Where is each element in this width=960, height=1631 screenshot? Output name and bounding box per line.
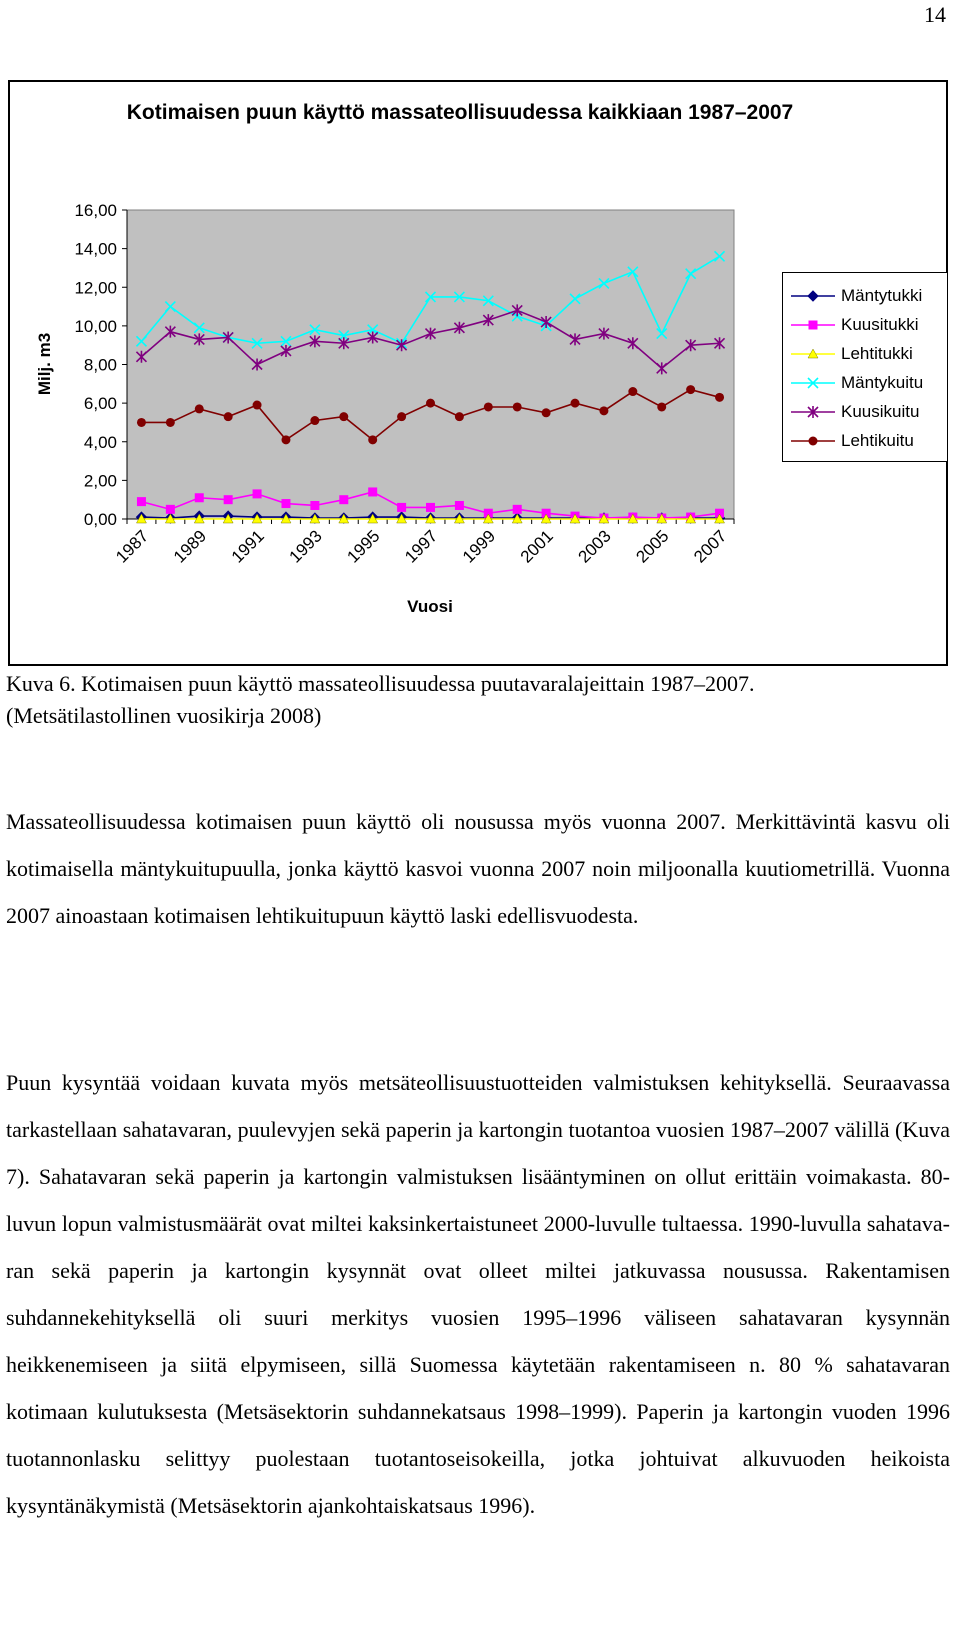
x-tick-label: 1999: [458, 526, 500, 567]
legend-swatch-mantykuitu: [791, 372, 835, 394]
x-tick-label: 1989: [169, 526, 211, 567]
legend-marker: [809, 321, 818, 330]
x-tick-label: 2007: [690, 526, 731, 567]
legend-label: Lehtikuitu: [841, 431, 914, 450]
data-point-kuusitukki: [455, 501, 464, 510]
data-point-lehtikuitu: [542, 408, 551, 417]
legend-label: Kuusikuitu: [841, 402, 920, 421]
y-tick-label: 14,00: [74, 239, 117, 259]
legend-swatch-lehtikuitu: [791, 430, 835, 452]
legend-swatch-kuusitukki: [791, 314, 835, 336]
data-point-kuusitukki: [397, 503, 406, 512]
y-tick-label: 2,00: [83, 471, 117, 491]
x-tick-label: 1987: [112, 526, 153, 567]
y-tick-label: 12,00: [74, 278, 117, 298]
legend-marker: [808, 291, 818, 301]
data-point-lehtikuitu: [455, 412, 464, 421]
data-point-lehtikuitu: [715, 393, 724, 402]
data-point-lehtikuitu: [628, 387, 637, 396]
y-axis-label: Milj. m3: [35, 332, 54, 396]
data-point-kuusitukki: [426, 503, 435, 512]
data-point-kuusitukki: [310, 501, 319, 510]
y-tick-label: 8,00: [83, 355, 117, 375]
data-point-lehtikuitu: [224, 412, 233, 421]
data-point-lehtikuitu: [571, 399, 580, 408]
data-point-kuusitukki: [137, 497, 146, 506]
legend-item-kuusitukki: [783, 310, 947, 342]
data-point-lehtikuitu: [137, 418, 146, 427]
data-point-kuusitukki: [339, 495, 348, 504]
legend-swatch-kuusikuitu: [791, 401, 835, 423]
legend-item-mantykuitu: [783, 368, 947, 400]
x-tick-label: 2003: [574, 526, 615, 567]
data-point-kuusitukki: [253, 489, 262, 498]
data-point-kuusitukki: [166, 505, 175, 514]
legend-label: Mäntytukki: [841, 286, 923, 305]
x-axis-label: Vuosi: [407, 597, 453, 616]
data-point-lehtikuitu: [339, 412, 348, 421]
data-point-lehtikuitu: [368, 435, 377, 444]
body-paragraph-2: Puun kysyntää voidaan kuvata myös metsäteollisuustuotteiden valmistuksen kehityksellä. Seuraavassa tarkastellaan sahatavaran, puulevyjen sekä paperin ja kartongin tuotantoa vuosien 1987–2007 välillä (Kuva 7). Sahatavaran sekä paperin ja kartongin valmistuksen lisääntyminen on ollut erittäin voimakasta. 80-luvun lopun valmistusmäärät ovat miltei kaksinkertaistuneet 2000-luvulle tultaessa. 1990-luvulla sahatavaran sekä paperin ja kartongin kysynnät ovat olleet miltei jatkuvassa nousussa. Rakentamisen suhdannekehityksellä oli suuri merkitys vuosien 1995–1996 väliseen sahatavaran kysynnän heikkenemiseen ja siitä elpymiseen, sillä Suomessa käytetään rakentamiseen n. 80 % sahatavaran kotimaan kulutuksesta (Metsäsektorin suhdannekatsaus 1998–1999). Paperin ja kartongin vuoden 1996 tuotannonlasku selittyy puolestaan tuotantoseisokeilla, jotka johtuivat alkuvuoden heikoista kysyntänäkymistä (Metsäsektorin ajankohtaiskatsaus 1996).: [6, 1070, 950, 1518]
y-tick-label: 0,00: [83, 510, 117, 529]
data-point-lehtikuitu: [599, 406, 608, 415]
data-point-kuusitukki: [281, 499, 290, 508]
legend-swatch-lehtitukki: [791, 343, 835, 365]
data-point-kuusitukki: [513, 505, 522, 514]
data-point-kuusitukki: [195, 493, 204, 502]
data-point-lehtikuitu: [426, 399, 435, 408]
legend-label: Mäntykuitu: [841, 373, 924, 392]
legend-label: Kuusitukki: [841, 315, 919, 334]
data-point-lehtikuitu: [195, 404, 204, 413]
data-point-lehtikuitu: [281, 435, 290, 444]
x-tick-label: 1997: [401, 526, 442, 567]
legend-item-mantytukki: [783, 281, 947, 313]
data-point-lehtikuitu: [513, 402, 522, 411]
x-tick-label: 2001: [516, 526, 557, 567]
caption-line-1: Kuva 6. Kotimaisen puun käyttö massateollisuudessa puutavaralajeittain 1987–2007.: [6, 671, 755, 696]
plot-area: [127, 210, 734, 519]
data-point-kuusitukki: [368, 487, 377, 496]
data-point-lehtikuitu: [657, 402, 666, 411]
legend-item-kuusikuitu: [783, 397, 947, 429]
y-tick-label: 6,00: [83, 394, 117, 414]
data-point-kuusitukki: [224, 495, 233, 504]
x-tick-label: 1991: [227, 526, 268, 567]
y-tick-label: 16,00: [74, 201, 117, 220]
body-paragraph-1: Massateollisuudessa kotimaisen puun käyttö oli nousussa myös vuonna 2007. Merkittävintä kasvu oli kotimaisella mäntykuitupuulla, jonka käyttö kasvoi vuonna 2007 noin miljoonalla kuutiometrillä. Vuonna 2007 ainoastaan kotimaisen lehtikuitupuun käyttö laski edellisvuodesta.: [6, 809, 950, 928]
chart-legend: [782, 272, 948, 462]
legend-item-lehtitukki: [783, 339, 947, 371]
chart-title: Kotimaisen puun käyttö massateollisuudessa kaikkiaan 1987–2007: [126, 101, 794, 124]
page-number: 14: [924, 2, 946, 27]
figure-caption: [6, 668, 950, 732]
data-point-lehtikuitu: [310, 416, 319, 425]
x-tick-label: 1995: [343, 526, 384, 567]
legend-marker: [809, 437, 818, 446]
data-point-lehtikuitu: [397, 412, 406, 421]
data-point-lehtikuitu: [686, 385, 695, 394]
data-point-lehtikuitu: [484, 402, 493, 411]
x-tick-label: 1993: [285, 526, 326, 567]
data-point-lehtikuitu: [253, 401, 262, 410]
caption-line-2: (Metsätilastollinen vuosikirja 2008): [6, 703, 322, 728]
y-tick-label: 10,00: [74, 316, 117, 336]
legend-label: Lehtitukki: [841, 344, 913, 363]
y-tick-label: 4,00: [83, 432, 117, 452]
data-point-lehtikuitu: [166, 418, 175, 427]
legend-swatch-mantytukki: [791, 285, 835, 307]
x-tick-label: 2005: [632, 526, 673, 567]
legend-item-lehtikuitu: [783, 426, 947, 458]
chart-frame: [8, 80, 948, 666]
